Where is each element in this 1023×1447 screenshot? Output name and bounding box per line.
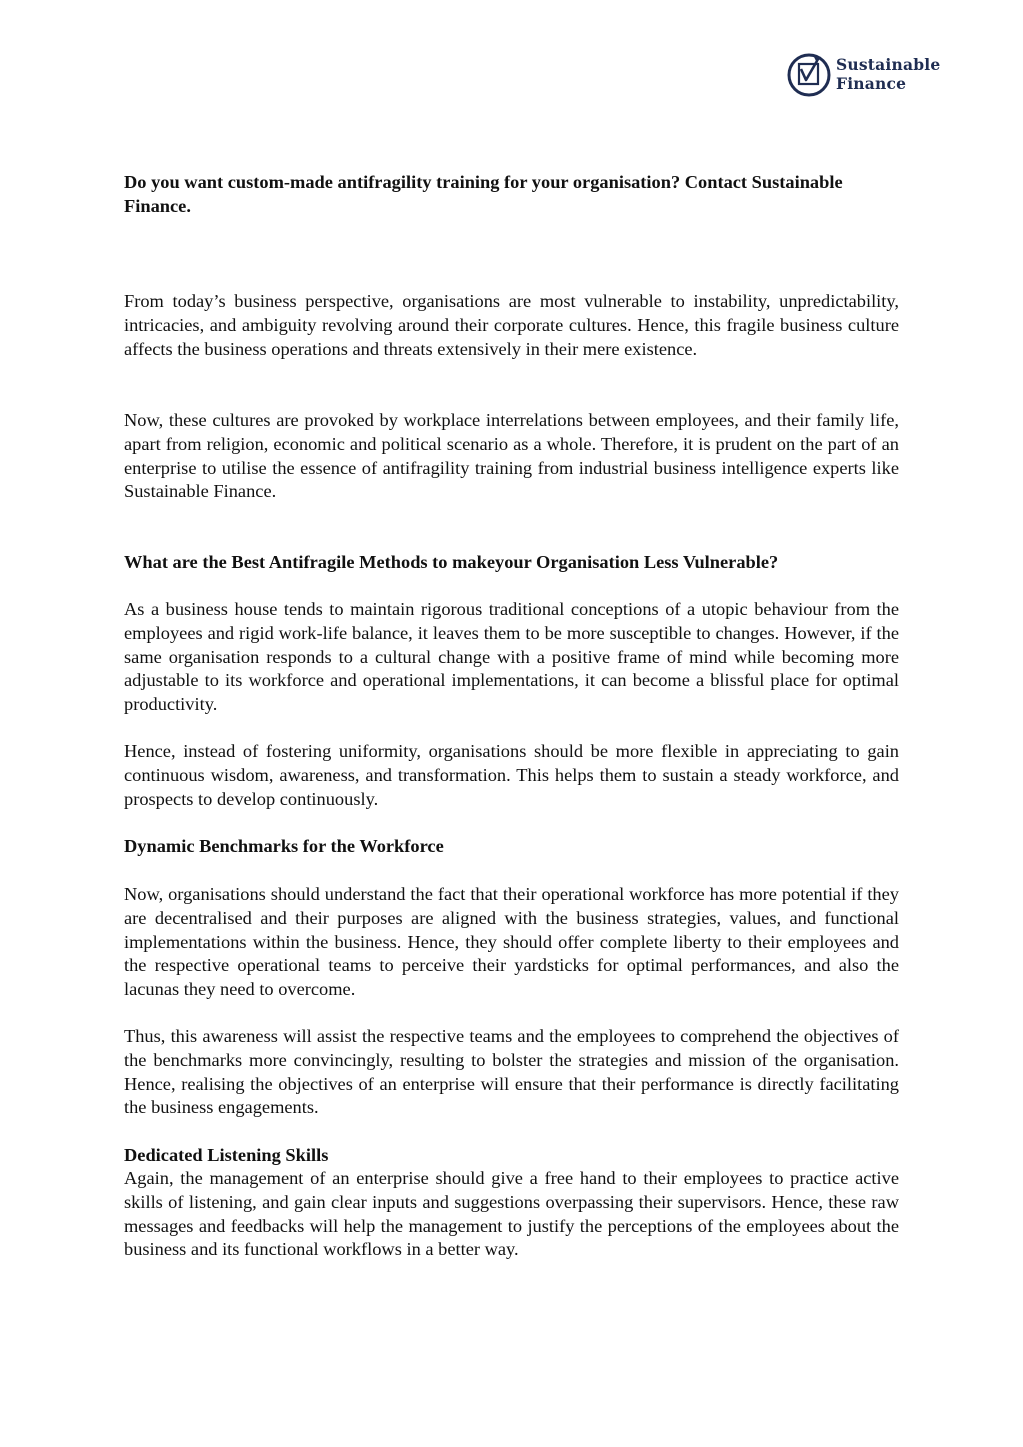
logo-text-line1: Sustainable <box>836 55 941 74</box>
logo-emblem-icon <box>786 49 832 99</box>
section2-paragraph-2: Thus, this awareness will assist the respective teams and the employees to comprehend the objectives of the benchmarks more convincingly, resulting to bolster the strategies and mission of the organisation. Hence, realising the objectives of an enterprise will ensure that their performance is directly facilitating the business engagements. <box>124 1026 899 1118</box>
section2-paragraph-1: Now, organisations should understand the fact that their operational workforce has more potential if they are decentralised and their purposes are aligned with the business strategies, values, and functional implementations within the business. Hence, they should offer complete liberty to their employees and the respective operational teams to perceive their yardsticks for optimal performances, and also the lacunas they need to overcome. <box>124 884 899 1000</box>
section1-paragraph-1: As a business house tends to maintain rigorous traditional conceptions of a utopic behaviour from the employees and rigid work-life balance, it leaves them to be more susceptible to changes. However, if the same organisation responds to a cultural change with a positive frame of mind while becoming more adjustable to its workforce and operational implementations, it can become a blissful place for optimal productivity. <box>124 599 899 715</box>
section-heading-listening-skills: Dedicated Listening Skills <box>124 1145 329 1165</box>
intro-paragraph-1: From today’s business perspective, organisations are most vulnerable to instability, unpredictability, intricacies, and ambiguity revolving around their corporate cultures. Hence, this fragile business culture affects the business operations and threats extensively in their mere existence. <box>124 291 899 359</box>
section-heading-dynamic-benchmarks: Dynamic Benchmarks for the Workforce <box>124 836 444 856</box>
sustainable-finance-logo <box>786 47 976 101</box>
intro-paragraph-2: Now, these cultures are provoked by workplace interrelations between employees, and their family life, apart from religion, economic and political scenario as a whole. Therefore, it is prudent on the part of an enterprise to utilise the essence of antifragility training from industrial business intelligence experts like Sustainable Finance. <box>124 410 899 502</box>
document-title: Do you want custom-made antifragility training for your organisation? Contact Sustainable Finance. <box>124 172 843 216</box>
section-heading-antifragile-methods: What are the Best Antifragile Methods to makeyour Organisation Less Vulnerable? <box>124 552 779 572</box>
section3-paragraph-1: Again, the management of an enterprise should give a free hand to their employees to practice active skills of listening, and gain clear inputs and suggestions overpassing their supervisors. Hence, these raw messages and feedbacks will help the management to justify the perceptions of the employees about the business and its functional workflows in a better way. <box>124 1168 899 1260</box>
logo-text-line2: Finance <box>836 74 907 93</box>
section1-paragraph-2: Hence, instead of fostering uniformity, organisations should be more flexible in appreciating to gain continuous wisdom, awareness, and transformation. This helps them to sustain a steady workforce, and prospects to develop continuously. <box>124 741 899 809</box>
